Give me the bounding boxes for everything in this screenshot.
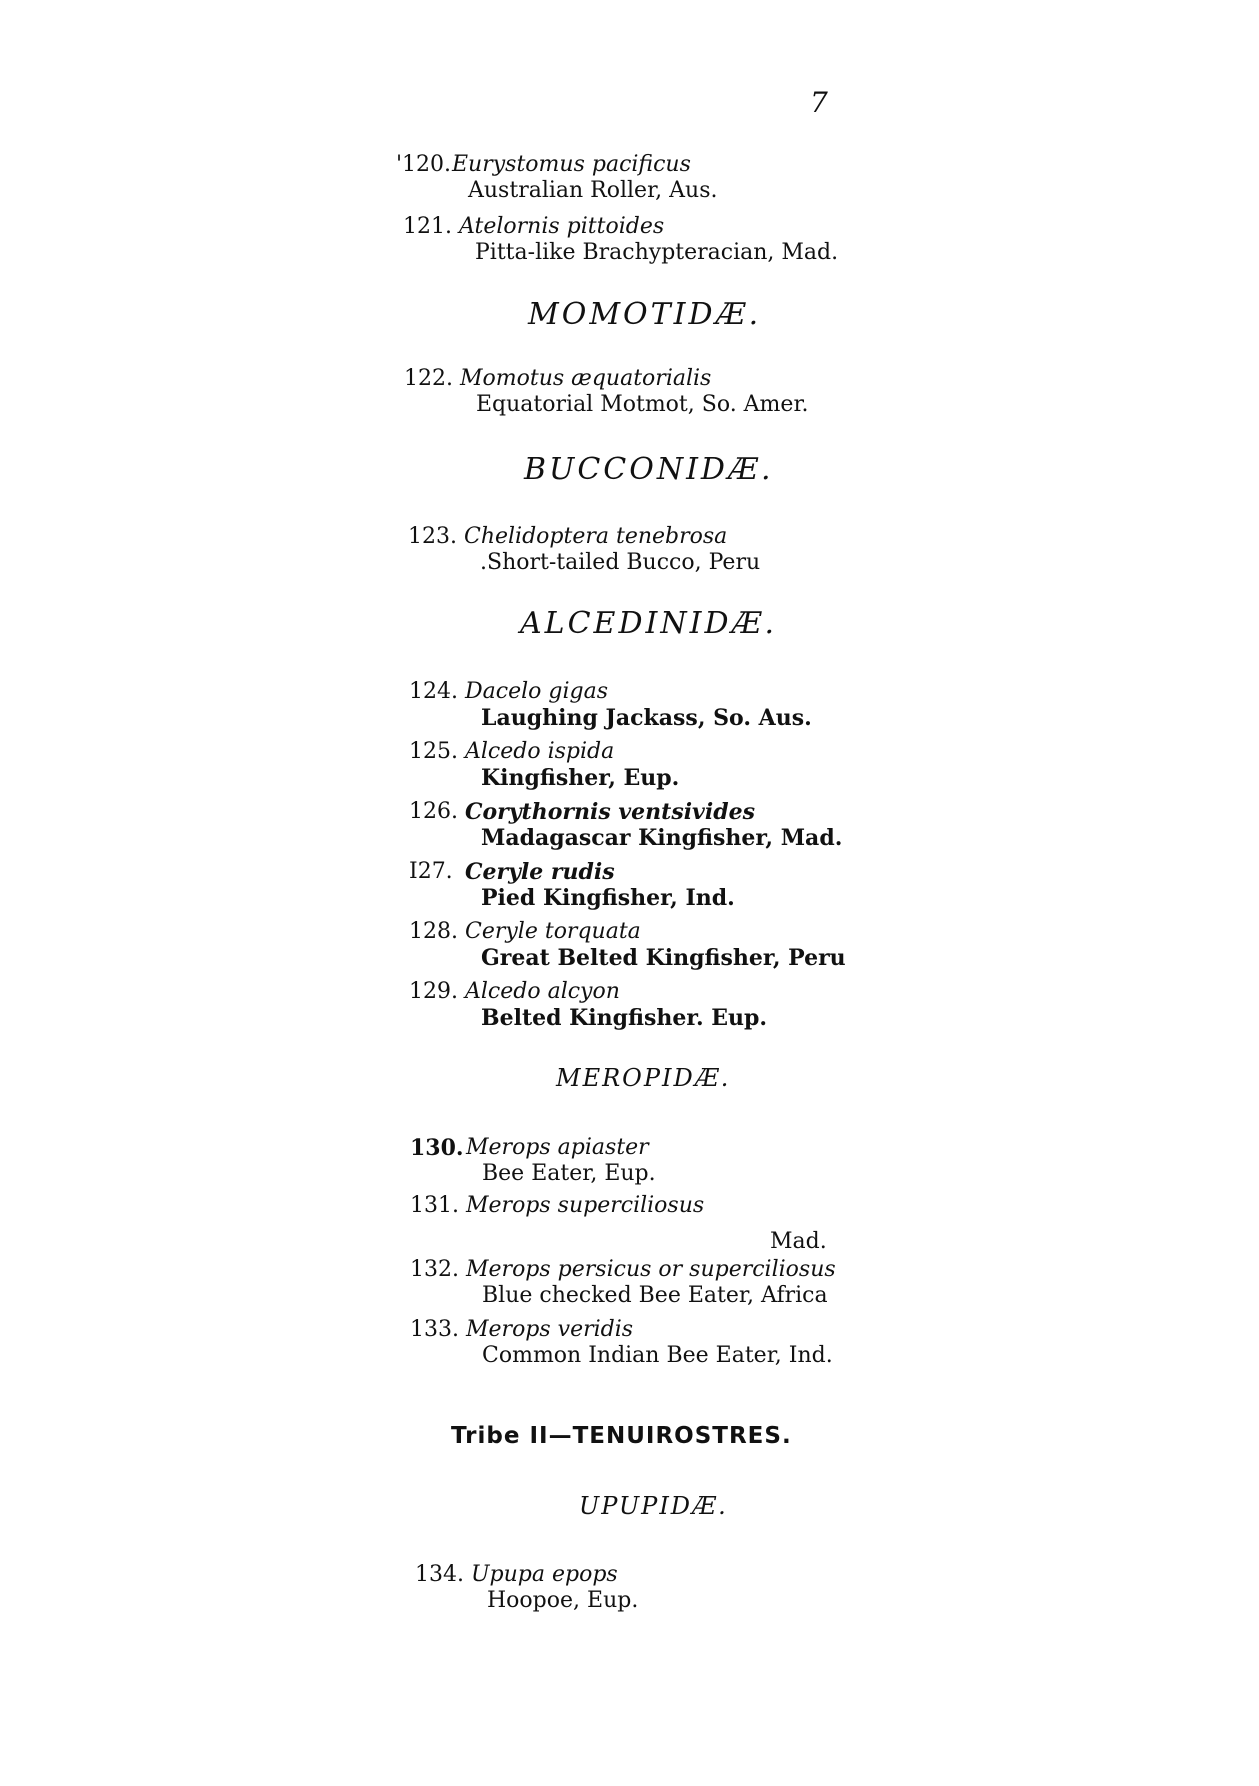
entry-number: 133.	[410, 1317, 459, 1342]
entry-number: 130.	[410, 1135, 464, 1161]
scientific-name: Ceryle torquata	[465, 919, 641, 944]
scientific-name: Merops superciliosus	[466, 1193, 705, 1218]
tribe-heading: Tribe II—TENUIROSTRES.	[451, 1423, 792, 1449]
common-name: .Short-tailed Bucco, Peru	[480, 550, 761, 575]
family-heading-upupidae: UPUPIDÆ.	[579, 1492, 728, 1520]
page-number: 7	[810, 86, 828, 119]
scientific-name: Merops apiaster	[466, 1135, 649, 1160]
family-heading-bucconidae: BUCCONIDÆ.	[524, 452, 774, 487]
entry-number: 122.	[404, 366, 453, 391]
entry-number: 123.	[408, 524, 457, 549]
entry-number: 132.	[410, 1257, 459, 1282]
common-name: Laughing Jackass, So. Aus.	[481, 705, 812, 731]
entry-number: 128.	[409, 919, 458, 944]
entry-number: 121.	[403, 214, 452, 239]
common-name: Hoopoe, Eup.	[487, 1588, 639, 1613]
scientific-name: Atelornis pittoides	[459, 214, 665, 239]
common-name: Madagascar Kingfisher, Mad.	[481, 825, 843, 851]
scientific-name: Dacelo gigas	[465, 679, 608, 704]
common-name: Bee Eater, Eup.	[482, 1161, 656, 1186]
scientific-name: Alcedo alcyon	[465, 979, 620, 1004]
common-name: Common Indian Bee Eater, Ind.	[482, 1343, 833, 1368]
common-name: Pitta-like Brachypteracian, Mad.	[475, 240, 839, 265]
scientific-name: Momotus æquatorialis	[460, 366, 712, 391]
common-name: Great Belted Kingfisher, Peru	[481, 945, 846, 971]
entry-number: '120.	[396, 152, 452, 177]
scientific-name: Ceryle rudis	[465, 859, 615, 885]
scientific-name: Chelidoptera tenebrosa	[464, 524, 728, 549]
entry-number: I27.	[409, 859, 453, 884]
entry-number: 124.	[409, 679, 458, 704]
family-heading-momotidae: MOMOTIDÆ.	[528, 297, 762, 332]
common-name: Kingfisher, Eup.	[481, 765, 680, 791]
common-name: Belted Kingfisher. Eup.	[481, 1005, 768, 1031]
entry-number: 131.	[410, 1193, 459, 1218]
scientific-name: Eurystomus pacificus	[452, 152, 691, 177]
common-name: Pied Kingfisher, Ind.	[481, 885, 735, 911]
entry-number: 129.	[409, 979, 458, 1004]
family-heading-alcedinidae: ALCEDINIDÆ.	[520, 606, 778, 641]
family-heading-meropidae: MEROPIDÆ.	[556, 1064, 731, 1092]
common-name: Australian Roller, Aus.	[468, 178, 718, 203]
entry-number: 126.	[409, 799, 458, 824]
common-name: Blue checked Bee Eater, Africa	[482, 1283, 828, 1308]
scientific-name: Merops veridis	[466, 1317, 634, 1342]
region-label: Mad.	[770, 1229, 827, 1254]
scientific-name: Alcedo ispida	[465, 739, 615, 764]
scientific-name: Corythornis ventsivides	[465, 799, 755, 825]
entry-number: 125.	[409, 739, 458, 764]
entry-number: 134.	[415, 1562, 464, 1587]
scientific-name: Merops persicus or superciliosus	[466, 1257, 836, 1282]
scientific-name: Upupa epops	[471, 1562, 618, 1587]
common-name: Equatorial Motmot, So. Amer.	[476, 392, 809, 417]
